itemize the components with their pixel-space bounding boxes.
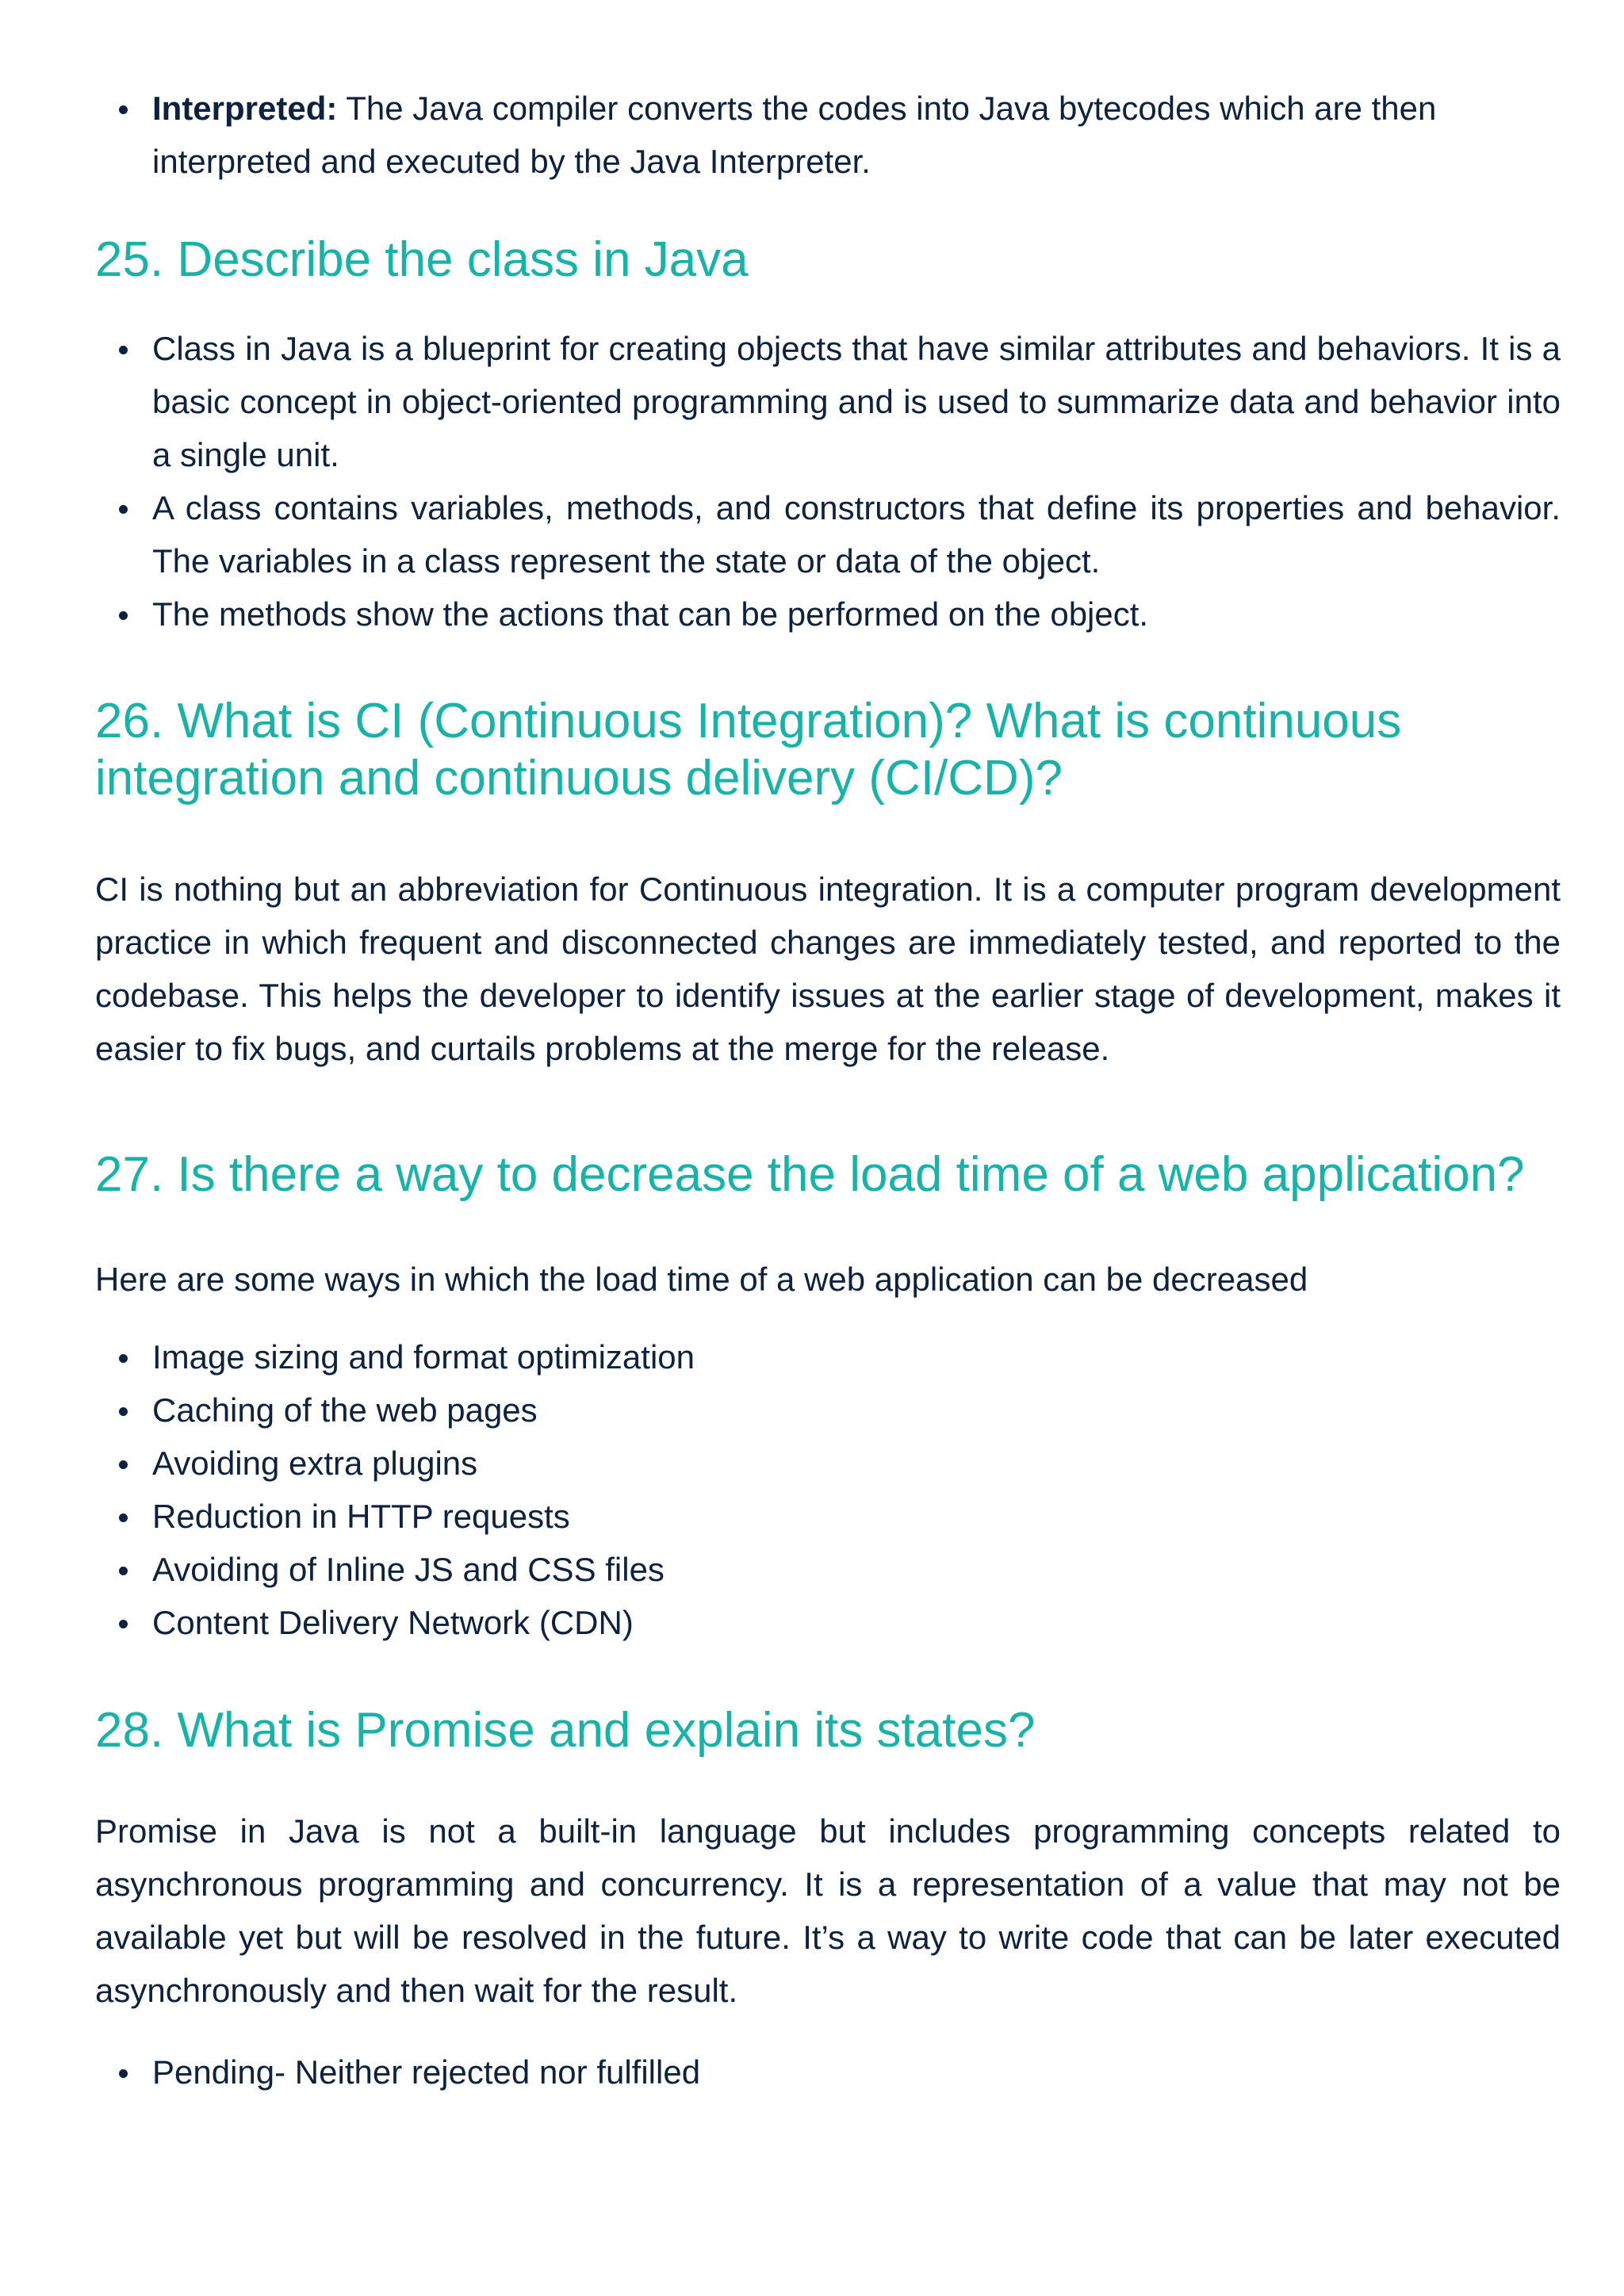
bullet-text: Class in Java is a blueprint for creating objects that have similar attributes and behaviors. It is a basic concept in object-oriented programming and is used to summarize data and behavior into a single unit.	[152, 330, 1561, 473]
list-item	[95, 1330, 1561, 1383]
section-heading: 27. Is there a way to decrease the load time of a web application?	[95, 1147, 1525, 1202]
q27-bullets-block	[95, 1330, 1561, 1649]
bullet-text: Pending- Neither rejected nor fulfilled	[152, 2053, 701, 2091]
q28-bullet-list	[95, 2045, 1561, 2099]
section-heading: 26. What is CI (Continuous Integration)? What is continuous integration and continuous delivery (CI/CD)?	[95, 694, 1402, 806]
bullet-dot	[119, 1460, 128, 1469]
list-item	[95, 2045, 1561, 2099]
q26-paragraph-block	[95, 863, 1561, 1075]
bullet-text: Image sizing and format optimization	[152, 1338, 695, 1376]
bullet-dot	[119, 2069, 128, 2078]
q28-bullets-block	[95, 2045, 1561, 2099]
bullet-text: The methods show the actions that can be performed on the object.	[152, 595, 1149, 633]
paragraph: Promise in Java is not a built-in language but includes programming concepts related to asynchronous programming and concurrency. It is a representation of a value that may not be available yet but will be resolved in the future. It’s a way to write code that can be later executed asynchronously and then wait for the result.	[95, 1812, 1561, 2009]
intro-bullet-list	[95, 82, 1561, 188]
section-heading: 28. What is Promise and explain its states?	[95, 1703, 1036, 1758]
bullet-dot	[119, 1354, 128, 1363]
bullet-dot	[119, 105, 128, 114]
section-q27	[95, 1146, 1561, 1203]
bullet-dot	[119, 505, 128, 514]
bullet-dot	[119, 1407, 128, 1416]
section-q26	[95, 693, 1561, 807]
bullet-text: The Java compiler converts the codes into Java bytecodes which are then interpreted and executed by the Java Interpreter.	[152, 90, 1437, 180]
bullet-term: Interpreted:	[152, 90, 338, 127]
list-item	[95, 1543, 1561, 1596]
list-item	[95, 481, 1561, 587]
bullet-text: A class contains variables, methods, and constructors that define its properties and behavior. The variables in a class represent the state or data of the object.	[152, 489, 1561, 580]
bullet-dot	[119, 1620, 128, 1628]
bullet-text: Caching of the web pages	[152, 1391, 538, 1429]
q25-bullet-list	[95, 322, 1561, 641]
paragraph: Here are some ways in which the load time of a web application can be decreased	[95, 1261, 1308, 1298]
q27-intro-block	[95, 1253, 1561, 1306]
bullet-text: Reduction in HTTP requests	[152, 1498, 570, 1535]
bullet-dot	[119, 1513, 128, 1522]
section-q28	[95, 1702, 1561, 1759]
q27-bullet-list	[95, 1330, 1561, 1649]
bullet-text: Content Delivery Network (CDN)	[152, 1604, 634, 1641]
list-item	[95, 587, 1561, 641]
paragraph: CI is nothing but an abbreviation for Continuous integration. It is a computer program development practice in which frequent and disconnected changes are immediately tested, and reported to the codebase. This helps the developer to identify issues at the earlier stage of development, makes it easier to fix bugs, and curtails problems at the merge for the release.	[95, 871, 1561, 1067]
bullet-dot	[119, 346, 128, 354]
section-q25	[95, 232, 1561, 289]
bullet-dot	[119, 1567, 128, 1575]
q28-paragraph-block	[95, 1804, 1561, 2017]
list-item	[95, 322, 1561, 481]
q25-bullets-block	[95, 322, 1561, 641]
bullet-text: Avoiding of Inline JS and CSS files	[152, 1551, 665, 1588]
section-heading: 25. Describe the class in Java	[95, 232, 749, 287]
bullet-text: Avoiding extra plugins	[152, 1445, 478, 1482]
list-item	[95, 1596, 1561, 1649]
list-item	[95, 1383, 1561, 1437]
list-item	[95, 1437, 1561, 1490]
bullet-dot	[119, 611, 128, 620]
list-item	[95, 82, 1561, 188]
list-item	[95, 1490, 1561, 1543]
intro-bullet-block	[95, 82, 1561, 188]
